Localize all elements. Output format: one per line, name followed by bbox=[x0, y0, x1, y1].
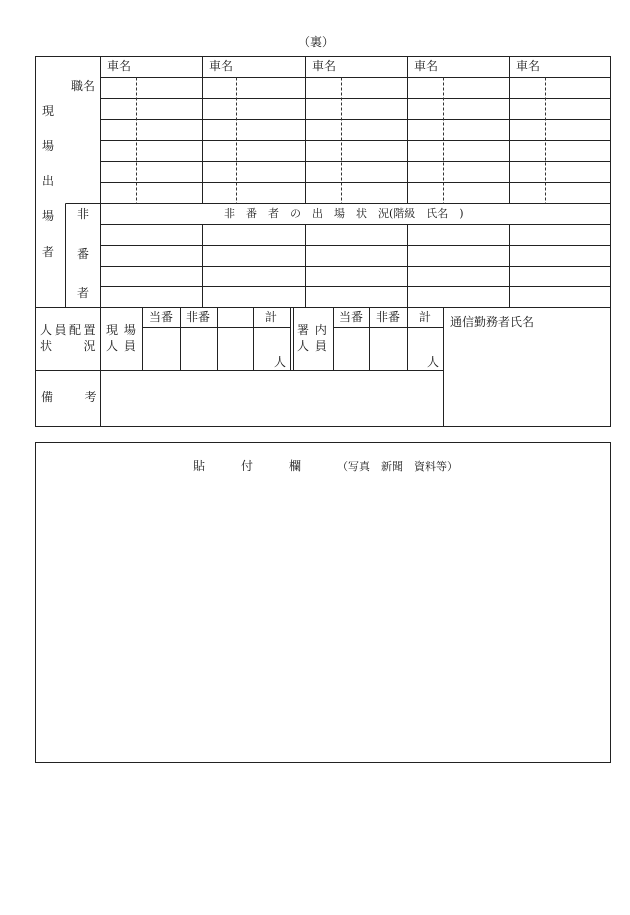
attachment-box-border bbox=[36, 443, 611, 763]
vehicle-name-label: 車名 bbox=[209, 59, 234, 73]
vehicle-name-label: 車名 bbox=[107, 59, 132, 73]
offduty-header: 非 番 者 の 出 場 状 況(階級 氏名 ) bbox=[224, 207, 464, 220]
offduty-side-label-char: 者 bbox=[76, 286, 90, 300]
vehicle-name-label: 車名 bbox=[312, 59, 337, 73]
field-unit-label: 人 bbox=[274, 355, 287, 369]
comms-staff-label: 通信勤務者氏名 bbox=[450, 315, 535, 329]
role-label: 職名 bbox=[71, 79, 96, 93]
office-column-header: 当番 bbox=[338, 310, 364, 324]
field-staff-label: 現 場 bbox=[106, 323, 137, 337]
offduty-side-label-char: 非 bbox=[76, 207, 90, 221]
crew-side-label-char: 者 bbox=[41, 245, 55, 259]
crew-side-label-char: 現 bbox=[41, 104, 55, 118]
staffing-label-line1: 人員配置 bbox=[40, 323, 99, 337]
field-column-header: 計 bbox=[264, 310, 278, 324]
field-staff-label: 人 員 bbox=[106, 339, 137, 353]
crew-side-label-char: 場 bbox=[41, 139, 55, 153]
office-staff-label: 署 内 bbox=[297, 323, 328, 337]
offduty-table-lines bbox=[101, 225, 611, 308]
field-column-header: 当番 bbox=[148, 310, 174, 324]
page-title: （裏） bbox=[297, 35, 335, 49]
vehicle-name-label: 車名 bbox=[414, 59, 439, 73]
staffing-label-line2: 状 況 bbox=[40, 339, 99, 353]
office-column-header: 非番 bbox=[375, 310, 401, 324]
remarks-label: 備 考 bbox=[41, 390, 100, 404]
attachment-note: （写真 新聞 資料等） bbox=[337, 460, 458, 473]
attachment-box-lines bbox=[36, 443, 611, 763]
crew-side-label-char: 出 bbox=[41, 174, 55, 188]
offduty-side-label-char: 番 bbox=[76, 247, 90, 261]
crew-side-label-char: 場 bbox=[41, 209, 55, 223]
field-column-header: 非番 bbox=[185, 310, 211, 324]
office-column-header: 計 bbox=[418, 310, 432, 324]
attachment-title: 貼 付 欄 bbox=[193, 459, 306, 473]
office-staff-label: 人 員 bbox=[297, 339, 328, 353]
vehicle-name-label: 車名 bbox=[516, 59, 541, 73]
office-unit-label: 人 bbox=[427, 355, 440, 369]
